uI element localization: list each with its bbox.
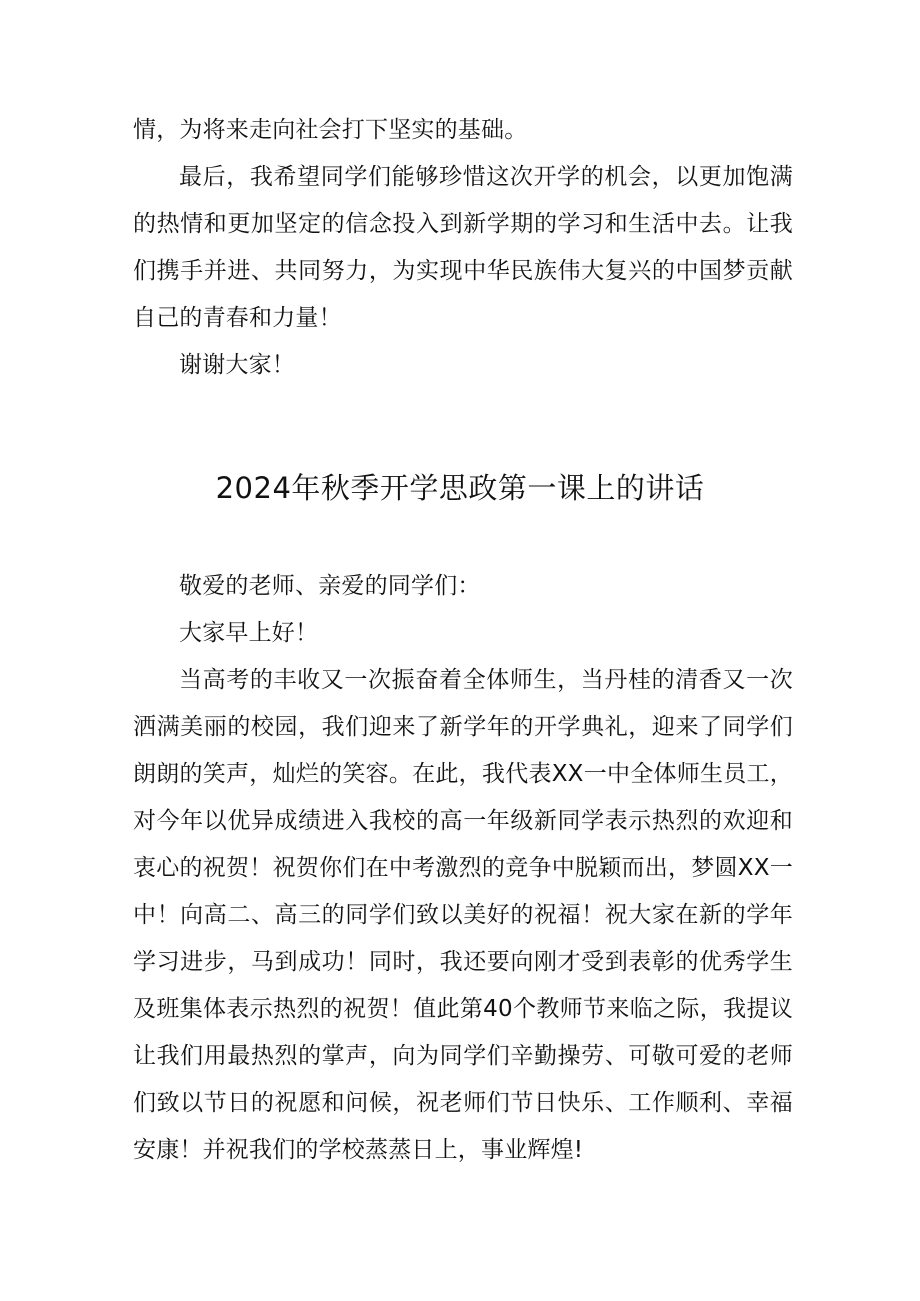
closing-paragraph: 最后，我希望同学们能够珍惜这次开学的机会，以更加饱满的热情和更加坚定的信念投入到新学期的学习和生活中去。让我们携手并进、共同努力，为实现中华民族伟大复兴的中国梦贡献自己的青春和力量！	[133, 164, 793, 331]
previous-speech-ending	[133, 107, 793, 389]
speech-body	[133, 563, 793, 1174]
salutation: 敬爱的老师、亲爱的同学们：	[179, 573, 481, 599]
continued-paragraph: 情，为将来走向社会打下坚实的基础。	[133, 117, 528, 143]
thanks-line: 谢谢大家！	[179, 352, 295, 378]
speech-title: 2024年秋季开学思政第一课上的讲话	[215, 471, 705, 505]
morning-greeting: 大家早上好！	[179, 620, 319, 646]
main-paragraph: 当高考的丰收又一次振奋着全体师生，当丹桂的清香又一次洒满美丽的校园，我们迎来了新学年的开学典礼，迎来了同学们朗朗的笑声，灿烂的笑容。在此，我代表XX一中全体师生员工，对今年以优异成绩进入我校的高一年级新同学表示热烈的欢迎和衷心的祝贺！祝贺你们在中考激烈的竞争中脱颖而出，梦圆XX一中！向高二、高三的同学们致以美好的祝福！祝大家在新的学年学习进步，马到成功！同时，我还要向刚才受到表彰的优秀学生及班集体表示热烈的祝贺！值此第40个教师节来临之际，我提议让我们用最热烈的掌声，向为同学们辛勤操劳、可敬可爱的老师们致以节日的祝愿和问候，祝老师们节日快乐、工作顺利、幸福安康！并祝我们的学校蒸蒸日上，事业辉煌!	[133, 667, 793, 1163]
